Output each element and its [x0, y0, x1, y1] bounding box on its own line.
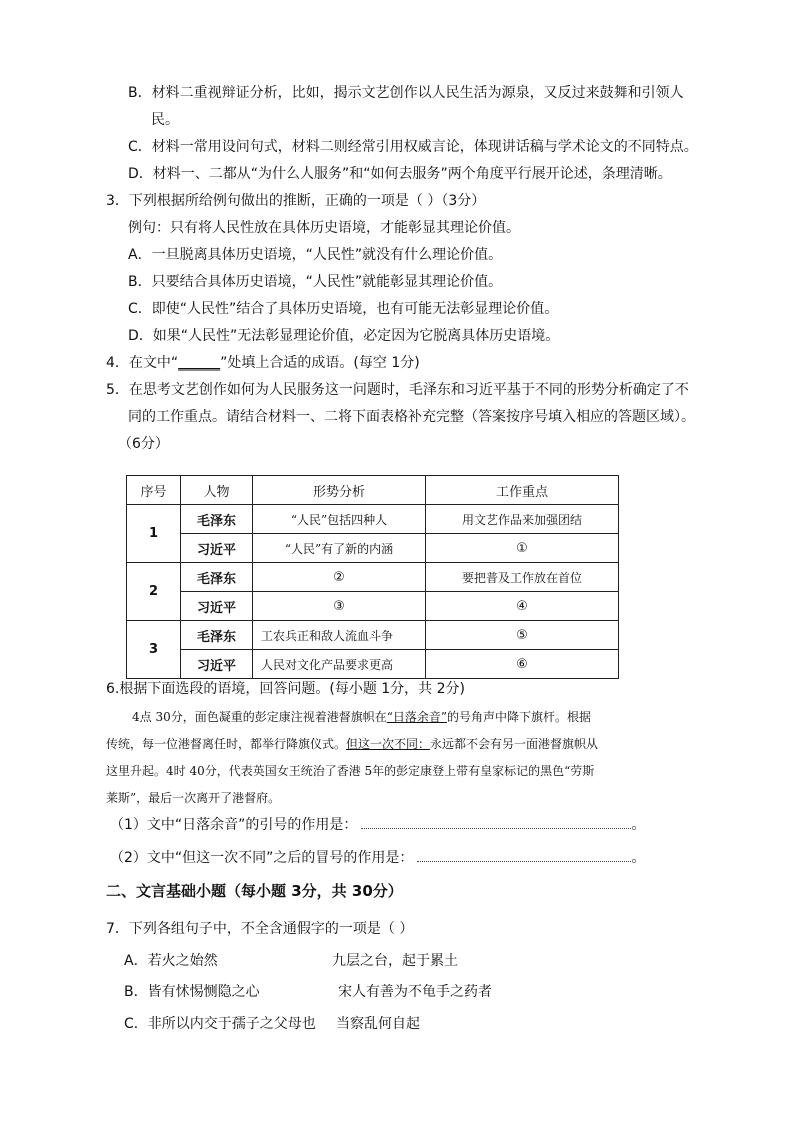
q4-blank: ______: [178, 355, 221, 371]
table-header-person: 人物: [181, 476, 253, 505]
q3-example: 例句：只有将人民性放在具体历史语境，才能彰显其理论价值。: [128, 220, 520, 236]
q7-option-b1: B．皆有怵惕恻隐之心: [124, 984, 260, 1000]
table-row: [127, 592, 619, 621]
q7-option-c2: 当察乱何自起: [336, 1016, 420, 1032]
q4-stem: 4．在文中“______”处填上合适的成语。(每空 1分): [106, 355, 420, 371]
q6-passage-line1: 4点 30分，面色凝重的彭定康注视着港督旗帜在“日落余音”的号角声中降下旗杆。根据: [132, 710, 592, 724]
q7-option-b2: 宋人有善为不龟手之药者: [338, 984, 492, 1000]
q2-option-b-line2: 民。: [151, 112, 179, 128]
table-analysis: “人民”有了新的内涵: [253, 534, 426, 563]
table-header-focus: 工作重点: [426, 476, 619, 505]
q2-option-d: D．材料一、二都从“为什么人服务”和“如何去服务”两个角度平行展开论述，条理清晰。: [128, 166, 672, 182]
table-row: [127, 505, 619, 534]
q3-option-b: B．只要结合具体历史语境，“人民性”就能彰显其理论价值。: [128, 274, 503, 290]
table-row: [127, 534, 619, 563]
q6-sub1-answer-line: [361, 828, 631, 829]
table-person: 毛泽东: [181, 563, 253, 592]
table-row: [127, 650, 619, 679]
q3-stem: 3．下列根据所给例句做出的推断，正确的一项是（ ）（3分）: [106, 193, 486, 209]
table-group-num: 2: [127, 563, 181, 621]
q3-option-a: A．一旦脱离具体历史语境，“人民性”就没有什么理论价值。: [128, 247, 503, 263]
table-analysis: ③: [253, 592, 426, 621]
q6-passage-line3: 这里升起。4时 40分，代表英国女王统治了香港 5年的彭定康登上带有皇家标记的黑色“劳斯: [106, 764, 595, 778]
section2-title: 二、文言基础小题（每小题 3分，共 30分）: [106, 882, 403, 900]
q6-passage-line2: 传统，每一位港督离任时，都举行降旗仪式。但这一次不同：永远都不会有另一面港督旗帜从: [106, 737, 599, 751]
table-focus: ⑥: [426, 650, 619, 679]
table-analysis: 人民对文化产品要求更高: [253, 650, 426, 679]
q7-stem: 7．下列各组句子中，不全含通假字的一项是（ ）: [106, 921, 414, 937]
q7-option-a2: 九层之台，起于累土: [332, 953, 458, 969]
table-person: 习近平: [181, 592, 253, 621]
table-row: [127, 621, 619, 650]
q6-passage-line4: 莱斯”，最后一次离开了港督府。: [106, 791, 281, 805]
table-analysis: “人民”包括四种人: [253, 505, 426, 534]
table-person: 毛泽东: [181, 621, 253, 650]
table-group-num: 1: [127, 505, 181, 563]
table-analysis: 工农兵正和敌人流血斗争: [253, 621, 426, 650]
q6-quote-underlined: “日落余音”: [386, 710, 448, 724]
table-focus: 要把普及工作放在首位: [426, 563, 619, 592]
table-row: [127, 563, 619, 592]
table-person: 习近平: [181, 650, 253, 679]
table-person: 习近平: [181, 534, 253, 563]
q6-underlined-phrase: 但这一次不同：: [346, 737, 431, 751]
table-group-num: 3: [127, 621, 181, 679]
q6-sub2-answer-line: [417, 861, 631, 862]
table-header-num: 序号: [127, 476, 181, 505]
table-focus: ④: [426, 592, 619, 621]
q7-option-c1: C．非所以内交于孺子之父母也: [124, 1016, 316, 1032]
analysis-table: [126, 475, 619, 679]
table-header-analysis: 形势分析: [253, 476, 426, 505]
q2-option-c: C．材料一常用设问句式，材料二则经常引用权威言论，体现讲话稿与学术论文的不同特点。: [128, 139, 698, 155]
q6-stem: 6.根据下面选段的语境，回答问题。(每小题 1分，共 2分): [106, 681, 465, 697]
table-focus: 用文艺作品来加强团结: [426, 505, 619, 534]
q6-sub2: （2）文中“但这一次不同”之后的冒号的作用是： 。: [110, 850, 646, 866]
table-focus: ⑤: [426, 621, 619, 650]
q7-option-a1: A．若火之始然: [124, 953, 218, 969]
table-person: 毛泽东: [181, 505, 253, 534]
q5-line1: 5．在思考文艺创作如何为人民服务这一问题时，毛泽东和习近平基于不同的形势分析确定了不: [106, 382, 689, 398]
table-focus: ①: [426, 534, 619, 563]
table-analysis: ②: [253, 563, 426, 592]
q3-option-d: D．如果“人民性”无法彰显理论价值，必定因为它脱离具体历史语境。: [128, 328, 560, 344]
q5-line3: （6分）: [118, 436, 169, 452]
q3-option-c: C．即使“人民性”结合了具体历史语境，也有可能无法彰显理论价值。: [128, 301, 559, 317]
table-header-row: [127, 476, 619, 505]
q6-sub1: （1）文中“日落余音”的引号的作用是： 。: [110, 817, 646, 833]
q5-line2: 同的工作重点。请结合材料一、二将下面表格补充完整（答案按序号填入相应的答题区域）。: [128, 409, 695, 425]
q2-option-b-line1: B．材料二重视辩证分析，比如，揭示文艺创作以人民生活为源泉，又反过来鼓舞和引领人: [128, 85, 684, 101]
